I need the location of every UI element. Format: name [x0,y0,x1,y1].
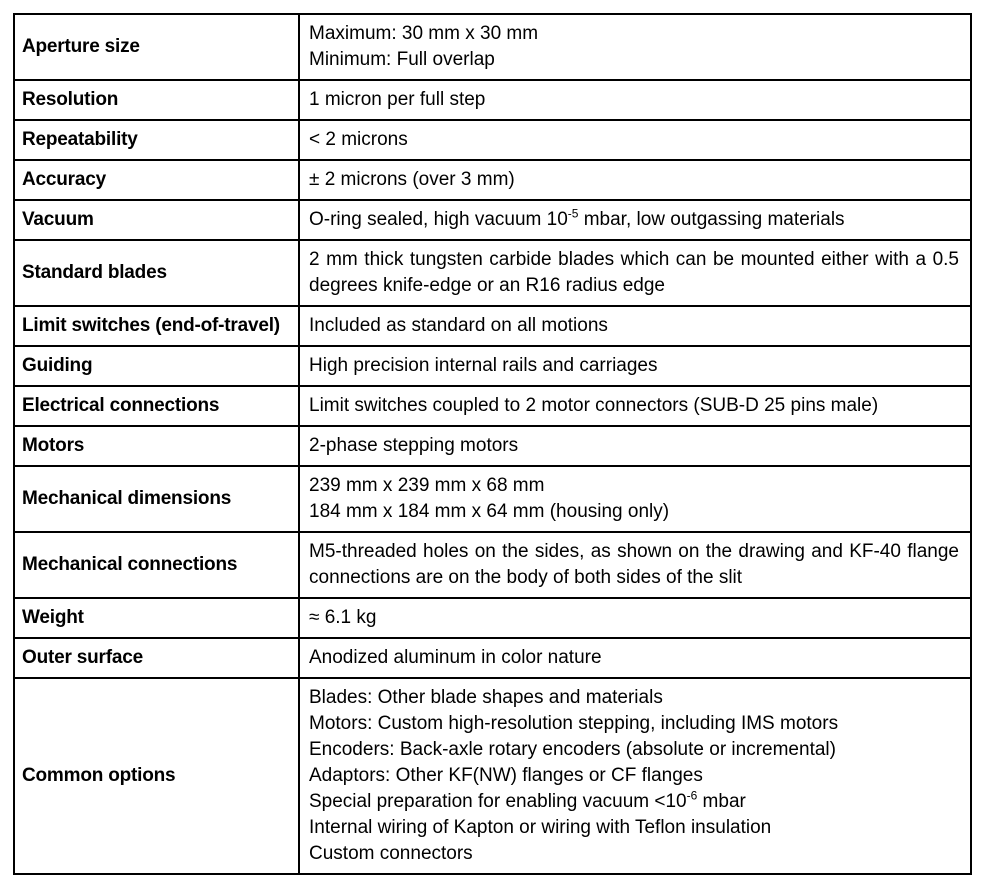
spec-property-label: Common options [14,678,299,874]
spec-value-cell [299,14,971,80]
spec-value-line: 2-phase stepping motors [309,435,519,456]
spec-row [14,638,971,678]
spec-value-cell [299,678,971,874]
spec-value-cell [299,532,971,598]
spec-row [14,80,971,120]
spec-row [14,532,971,598]
spec-value-line: Special preparation for enabling vacuum $<10^{-6}$ mbar [309,788,746,812]
spec-property-label: Standard blades [14,240,299,306]
spec-property-label: Motors [14,426,299,466]
spec-row [14,160,971,200]
spec-value-line: Internal wiring of Kapton or wiring with Teflon insulation [309,817,772,838]
spec-value-line: 2 mm thick tungsten carbide blades which can be mounted either with a 0.5 degrees knife-edge or an R16 radius edge [309,249,959,296]
spec-property-label: Aperture size [14,14,299,80]
spec-property-label: Repeatability [14,120,299,160]
spec-value-line: Blades: Other blade shapes and materials [309,687,663,708]
spec-value-cell [299,80,971,120]
spec-value-line: Minimum: Full overlap [309,49,495,70]
spec-value-line: O-ring sealed, high vacuum $10^{-5}$ mbar, low outgassing materials [309,206,845,230]
spec-property-label: Resolution [14,80,299,120]
spec-property-label: Limit switches (end-of-travel) [14,306,299,346]
spec-row [14,120,971,160]
spec-value-line: Adaptors: Other KF(NW) flanges or CF flanges [309,765,703,786]
spec-value-line: 1 micron per full step [309,89,486,110]
spec-row [14,306,971,346]
spec-row [14,346,971,386]
spec-value-line: Limit switches coupled to 2 motor connectors (SUB-D 25 pins male) [309,395,879,416]
spec-value-line: Encoders: Back-axle rotary encoders (absolute or incremental) [309,739,836,760]
spec-value-cell [299,346,971,386]
spec-value-line: Motors: Custom high-resolution stepping, including IMS motors [309,713,839,734]
spec-row [14,678,971,874]
spec-property-label: Electrical connections [14,386,299,426]
spec-property-label: Vacuum [14,200,299,240]
spec-value-line: < 2 microns [309,129,408,150]
spec-value-cell [299,386,971,426]
superscript-exponent: -5 [567,206,579,221]
spec-value-line: 184 mm x 184 mm x 64 mm (housing only) [309,501,670,522]
spec-value-cell [299,426,971,466]
spec-property-label: Guiding [14,346,299,386]
spec-property-label: Outer surface [14,638,299,678]
spec-value-line: Anodized aluminum in color nature [309,647,602,668]
spec-value-line: High precision internal rails and carriages [309,355,658,376]
spec-value-line: Included as standard on all motions [309,315,608,336]
spec-value-line: Maximum: 30 mm x 30 mm [309,23,539,44]
spec-value-cell [299,240,971,306]
spec-row [14,240,971,306]
spec-value-line: ≈ 6.1 kg [309,607,377,628]
spec-property-label: Weight [14,598,299,638]
spec-value-cell [299,466,971,532]
spec-value-cell [299,598,971,638]
superscript-exponent: -6 [686,788,698,803]
spec-property-label: Mechanical connections [14,532,299,598]
spec-value-cell [299,638,971,678]
spec-property-label: Mechanical dimensions [14,466,299,532]
spec-property-label: Accuracy [14,160,299,200]
spec-row [14,200,971,240]
spec-row [14,386,971,426]
spec-value-line: M5-threaded holes on the sides, as shown on the drawing and KF-40 flange connections are on the body of both sides of the slit [309,541,959,588]
spec-value-cell [299,306,971,346]
spec-row [14,598,971,638]
spec-value-cell [299,160,971,200]
spec-value-line: Custom connectors [309,843,473,864]
spec-value-line: 239 mm x 239 mm x 68 mm [309,475,545,496]
specifications-table [13,13,972,875]
spec-row [14,466,971,532]
spec-value-cell [299,200,971,240]
spec-row [14,426,971,466]
spec-value-line: ± 2 microns (over 3 mm) [309,169,515,190]
spec-row [14,14,971,80]
spec-value-cell [299,120,971,160]
